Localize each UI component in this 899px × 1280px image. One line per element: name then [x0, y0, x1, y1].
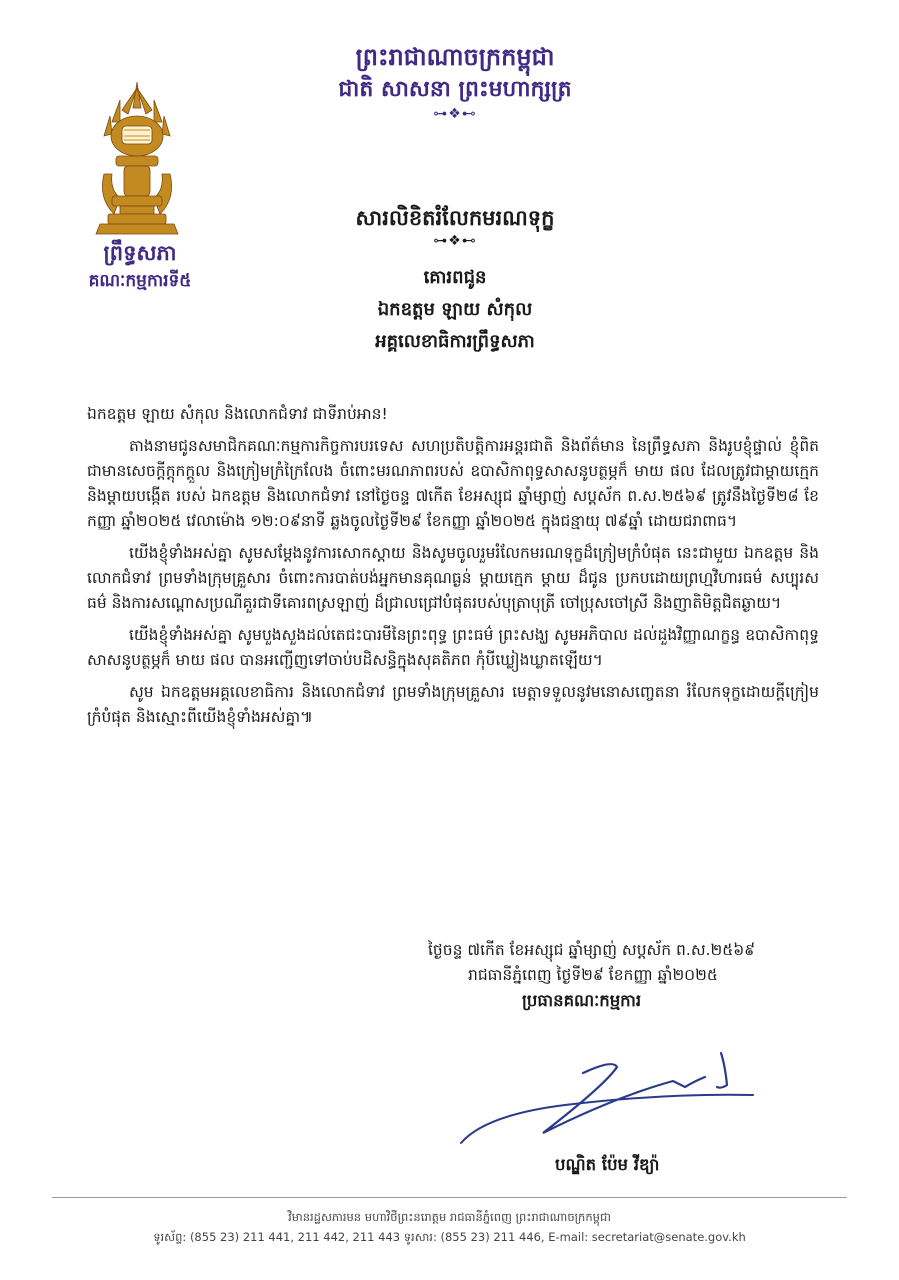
closing-block	[400, 938, 820, 1013]
organization-name: ព្រឹទ្ធសភា	[103, 241, 177, 265]
letter-body	[87, 402, 819, 737]
title-ornament: ⊶❖⊷	[433, 233, 477, 249]
recipient-salutation: គោរពជូន	[423, 267, 487, 288]
document-title: សារលិខិតរំលែកមរណទុក្ខ	[355, 206, 555, 230]
recipient-title: អគ្គលេខាធិការព្រឹទ្ធសភា	[375, 331, 535, 352]
recipient-name: ឯកឧត្តម ឡាយ សំកុល	[377, 299, 533, 320]
handwritten-signature	[455, 1045, 755, 1160]
paragraph-4: សូម ឯកឧត្តមអគ្គលេខាធិការ និងលោកជំទាវ ព្រមទាំងក្រុមគ្រួសារ មេត្តាទទួលនូវមនោសញ្ចេតនា រំលែកទុក្ខដោយក្តីក្រៀមក្រំបំផុត និងស្មោះពីយើងខ្ញុំទាំងអស់គ្នា៕	[87, 683, 819, 726]
recipient-block	[260, 262, 650, 358]
commission-name: គណៈកម្មការទី៥	[88, 271, 192, 291]
signer-position: ប្រធានគណៈកម្មការ	[522, 991, 642, 1010]
document-title-block	[260, 203, 650, 249]
lunar-date: ថ្ងៃចន្ទ ៧កើត ខែអស្សុជ ឆ្នាំម្សាញ់ សប្តស័ក ព.ស.២៥៦៩	[428, 941, 756, 959]
footer-contact: ទូរស័ព្ទ: (855 23) 211 441, 211 442, 211 443 ទូរសារ: (855 23) 211 446, E-mail: secretariat@senate.gov.kh	[153, 1230, 746, 1244]
greeting: ឯកឧត្តម ឡាយ សំកុល និងលោកជំទាវ ជាទីរាប់អាន!	[87, 405, 388, 423]
kingdom-header	[270, 40, 640, 122]
national-motto: ជាតិ សាសនា ព្រះមហាក្សត្រ	[338, 77, 572, 102]
footer-divider	[52, 1197, 847, 1198]
footer	[52, 1207, 847, 1247]
signer-name: បណ្ឌិត ប៉ែម វីឌ្យ៉ា	[555, 1155, 660, 1174]
paragraph-3: យើងខ្ញុំទាំងអស់គ្នា សូមបួងសួងដល់តេជះបារមីនៃព្រះពុទ្ធ ព្រះធម៌ ព្រះសង្ឃ សូមអភិបាល ដល់ដួងវិញ្ញាណក្ខន្ធ ឧបាសិកាពុទ្ធសាសនូបត្ថម្ភក៏ មាយ ផល បានអញ្ជើញទៅចាប់បដិសន្ធិក្នុងសុគតិភព កុំបីឃ្លៀងឃ្លាតឡើយ។	[87, 626, 819, 669]
organization-block	[52, 238, 228, 294]
header-ornament: ⊶❖⊷	[433, 106, 477, 122]
place-date: រាជធានីភ្នំពេញ ថ្ងៃទី២៩ ខែកញ្ញា ឆ្នាំ២០២៥	[468, 966, 718, 984]
paragraph-1: តាងនាមជូនសមាជិកគណៈកម្មការកិច្ចការបរទេស សហប្រតិបត្តិការអន្តរជាតិ និងព័ត៌មាន នៃព្រឹទ្ធសភា និងរូបខ្ញុំផ្ទាល់ ខ្ញុំពិតជាមានសេចក្តីក្តុកក្តួល និងក្រៀមក្រំក្រៃលែង ចំពោះមរណភាពរបស់ ឧបាសិកាពុទ្ធសាសនូបត្ថម្ភក៏ មាយ ផល ដែលត្រូវជាម្តាយក្មេក និងម្តាយបង្កើត របស់ ឯកឧត្តម និងលោកជំទាវ នៅថ្ងៃចន្ទ ៧កើត ខែអស្សុជ ឆ្នាំម្សាញ់ សប្តស័ក ព.ស.២៥៦៩ ត្រូវនឹងថ្ងៃទី២៨ ខែកញ្ញា ឆ្នាំ២០២៥ វេលាម៉ោង ១២:០៩នាទី ឆ្លងចូលថ្ងៃទី២៩ ខែកញ្ញា ឆ្នាំ២០២៥ ក្នុងជន្មាយុ ៧៩ឆ្នាំ ដោយជរាពាធ។	[87, 437, 819, 530]
paragraph-2: យើងខ្ញុំទាំងអស់គ្នា សូមសម្តែងនូវការសោកស្តាយ និងសូមចូលរួមរំលែកមរណទុក្ខដ៏ក្រៀមក្រំបំផុត នេះជាមួយ ឯកឧត្តម និងលោកជំទាវ ព្រមទាំងក្រុមគ្រួសារ ចំពោះការបាត់បង់អ្នកមានគុណធ្ងន់ ម្តាយក្មេក ម្តាយ ដ៏ជូន ប្រកបដោយព្រហ្មវិហារធម៌ សប្បុរសធម៌ និងការសណ្តោសប្រណីគួរជាទីគោរពស្រឡាញ់ ដ៏ជ្រាលជ្រៅបំផុតរបស់បុត្រាបុត្រី ចៅប្រុសចៅស្រី និងញាតិមិត្តជិតឆ្ងាយ។	[87, 544, 819, 612]
senate-emblem-icon	[94, 78, 180, 238]
footer-address: វិមានរដ្ឋសភារមន មហាវិថីព្រះនរោត្តម រាជធានីភ្នំពេញ ព្រះរាជាណាចក្រកម្ពុជា	[288, 1210, 611, 1224]
kingdom-name: ព្រះរាជាណាចក្រកម្ពុជា	[355, 43, 555, 71]
